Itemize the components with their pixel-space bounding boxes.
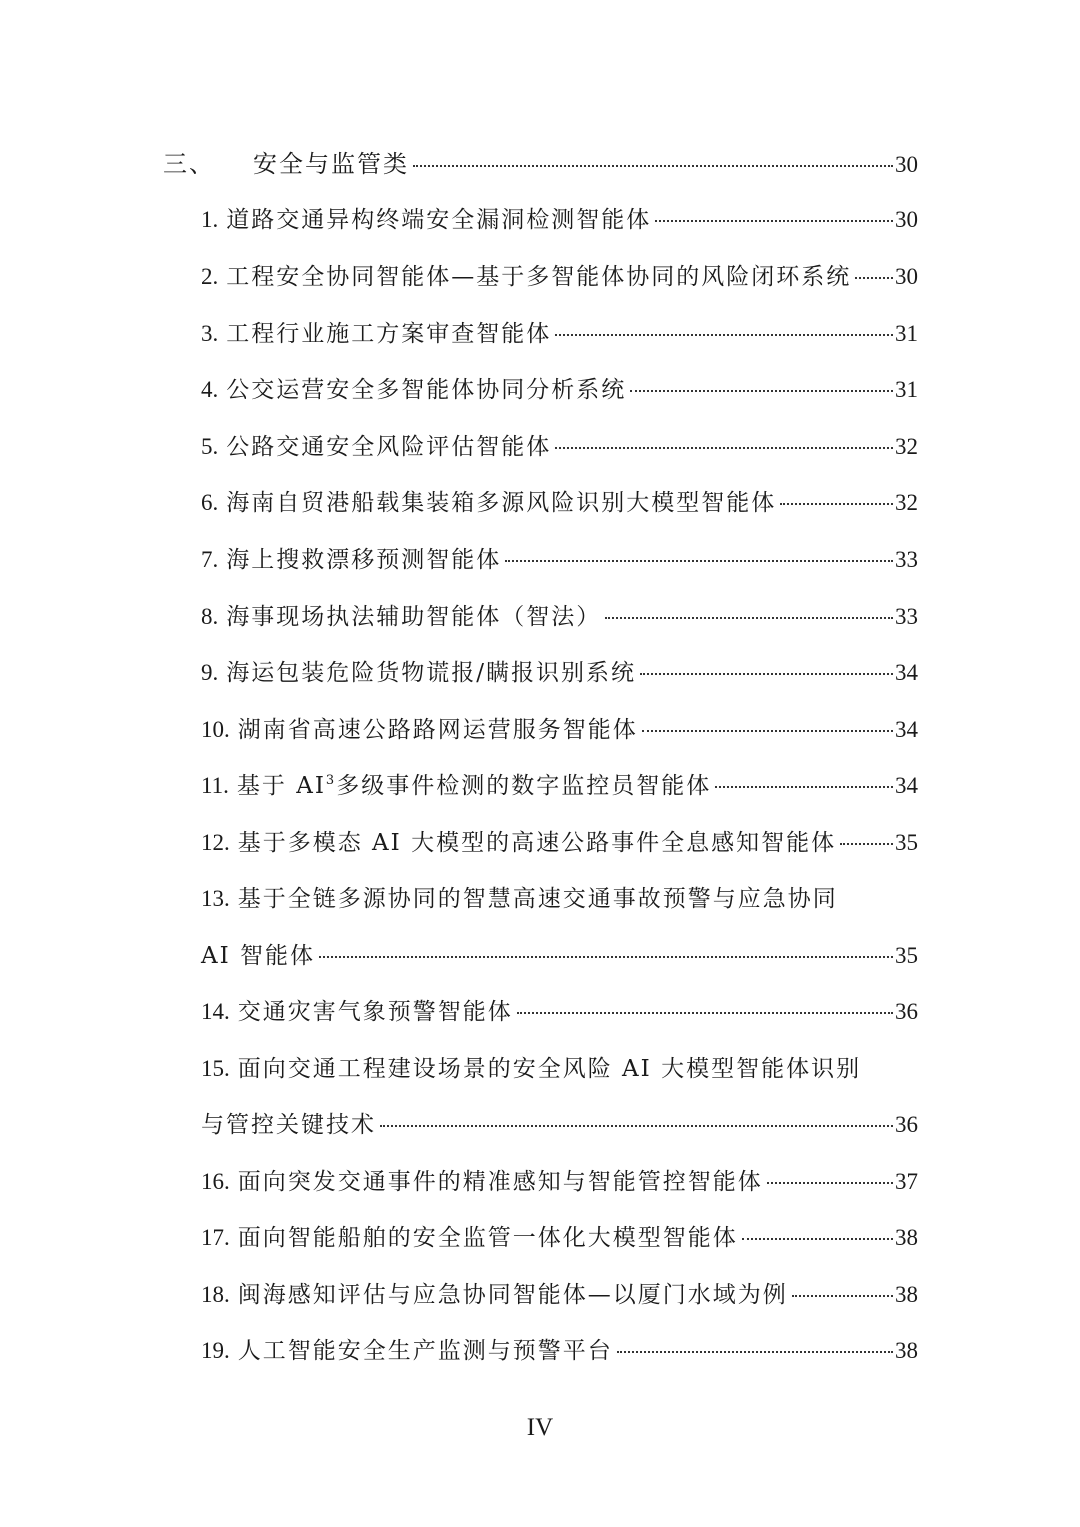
page-number: 31 bbox=[895, 377, 918, 402]
entry-title: 16. 面向突发交通事件的精准感知与智能管控智能体 bbox=[201, 1169, 763, 1195]
entry-title: 3. 工程行业施工方案审查智能体 bbox=[201, 321, 552, 347]
page-number: 38 bbox=[895, 1225, 918, 1250]
dot-leader bbox=[640, 673, 893, 675]
toc-entry[interactable] bbox=[201, 1219, 918, 1252]
page-number: 34 bbox=[895, 717, 918, 742]
entry-title: 2. 工程安全协同智能体—基于多智能体协同的风险闭环系统 bbox=[201, 264, 852, 290]
dot-leader bbox=[742, 1238, 893, 1240]
toc-entry[interactable] bbox=[201, 937, 918, 970]
page-number: 30 bbox=[895, 207, 918, 232]
page-number: 30 bbox=[895, 152, 918, 177]
entry-title: 8. 海事现场执法辅助智能体（智法） bbox=[201, 604, 602, 630]
entry-title: 17. 面向智能船舶的安全监管一体化大模型智能体 bbox=[201, 1225, 738, 1251]
dot-leader bbox=[780, 503, 893, 505]
page-number: 36 bbox=[895, 1112, 918, 1137]
dot-leader bbox=[715, 786, 893, 788]
toc-entry[interactable] bbox=[201, 1106, 918, 1139]
toc-entry[interactable] bbox=[201, 598, 918, 631]
page-footer-number: IV bbox=[526, 1414, 554, 1441]
entry-title: 4. 公交运营安全多智能体协同分析系统 bbox=[201, 377, 627, 403]
dot-leader bbox=[413, 165, 893, 167]
toc-entry[interactable] bbox=[201, 315, 918, 348]
toc-entry-first-line[interactable]: 15. 面向交通工程建设场景的安全风险 AI 大模型智能体识别 bbox=[201, 1056, 862, 1082]
toc-entry[interactable] bbox=[201, 1332, 918, 1365]
entry-title: 11. 基于 $AI^3$多级事件检测的数字监控员智能体 bbox=[201, 773, 712, 799]
toc-entry[interactable] bbox=[201, 993, 918, 1026]
entry-title: 10. 湖南省高速公路路网运营服务智能体 bbox=[201, 717, 638, 743]
page-number: 37 bbox=[895, 1169, 918, 1194]
toc-entry[interactable] bbox=[201, 371, 918, 404]
toc-entry[interactable] bbox=[201, 824, 918, 857]
dot-leader bbox=[505, 560, 893, 562]
dot-leader bbox=[380, 1125, 893, 1127]
page-number: 38 bbox=[895, 1338, 918, 1363]
page-number: 34 bbox=[895, 660, 918, 685]
page-number: 35 bbox=[895, 943, 918, 968]
page-number: 31 bbox=[895, 321, 918, 346]
page-number: 35 bbox=[895, 830, 918, 855]
section-title: 三、 安全与监管类 bbox=[163, 150, 409, 178]
page-number: 38 bbox=[895, 1282, 918, 1307]
page-number: 32 bbox=[895, 490, 918, 515]
entry-title-continued: AI 智能体 bbox=[201, 943, 316, 969]
entry-title: 18. 闽海感知评估与应急协同智能体—以厦门水域为例 bbox=[201, 1282, 788, 1308]
dot-leader bbox=[555, 334, 893, 336]
entry-title-continued: 与管控关键技术 bbox=[201, 1112, 376, 1138]
dot-leader bbox=[630, 390, 893, 392]
toc-entry[interactable] bbox=[201, 654, 918, 687]
toc-entry[interactable] bbox=[201, 428, 918, 461]
dot-leader bbox=[655, 220, 893, 222]
dot-leader bbox=[605, 617, 893, 619]
entry-title: 6. 海南自贸港船载集装箱多源风险识别大模型智能体 bbox=[201, 490, 777, 516]
toc-entry[interactable] bbox=[201, 541, 918, 574]
toc-entry[interactable] bbox=[201, 484, 918, 517]
toc-entry[interactable] bbox=[201, 767, 918, 800]
toc-entry-first-line[interactable]: 13. 基于全链多源协同的智慧高速交通事故预警与应急协同 bbox=[201, 886, 838, 912]
page-number: 30 bbox=[895, 264, 918, 289]
page-number: 32 bbox=[895, 434, 918, 459]
entry-title: 面向交通工程建设场景的安全风险 AI 大模型智能体识别 bbox=[237, 1056, 862, 1082]
entry-title: 14. 交通灾害气象预警智能体 bbox=[201, 999, 513, 1025]
entry-title: 19. 人工智能安全生产监测与预警平台 bbox=[201, 1338, 613, 1364]
page-number: 34 bbox=[895, 773, 918, 798]
page-number: 33 bbox=[895, 604, 918, 629]
toc-entry[interactable] bbox=[201, 1276, 918, 1309]
entry-title: 基于全链多源协同的智慧高速交通事故预警与应急协同 bbox=[237, 886, 838, 912]
dot-leader bbox=[855, 277, 893, 279]
dot-leader bbox=[642, 730, 893, 732]
dot-leader bbox=[319, 956, 893, 958]
entry-title: 12. 基于多模态 AI 大模型的高速公路事件全息感知智能体 bbox=[201, 830, 837, 856]
dot-leader bbox=[792, 1295, 893, 1297]
dot-leader bbox=[517, 1012, 893, 1014]
page-number: 36 bbox=[895, 999, 918, 1024]
entry-title: 7. 海上搜救漂移预测智能体 bbox=[201, 547, 502, 573]
dot-leader bbox=[767, 1182, 893, 1184]
toc-entry[interactable] bbox=[201, 711, 918, 744]
dot-leader bbox=[555, 447, 893, 449]
toc-section-heading[interactable] bbox=[163, 144, 918, 179]
toc-entry[interactable] bbox=[201, 1163, 918, 1196]
dot-leader bbox=[617, 1351, 893, 1353]
toc-entry[interactable] bbox=[201, 201, 918, 234]
toc-entry[interactable] bbox=[201, 258, 918, 291]
entry-title: 9. 海运包装危险货物谎报/瞒报识别系统 bbox=[201, 660, 636, 686]
entry-title: 1. 道路交通异构终端安全漏洞检测智能体 bbox=[201, 207, 652, 233]
page-number: 33 bbox=[895, 547, 918, 572]
dot-leader bbox=[840, 843, 893, 845]
entry-title: 5. 公路交通安全风险评估智能体 bbox=[201, 434, 552, 460]
